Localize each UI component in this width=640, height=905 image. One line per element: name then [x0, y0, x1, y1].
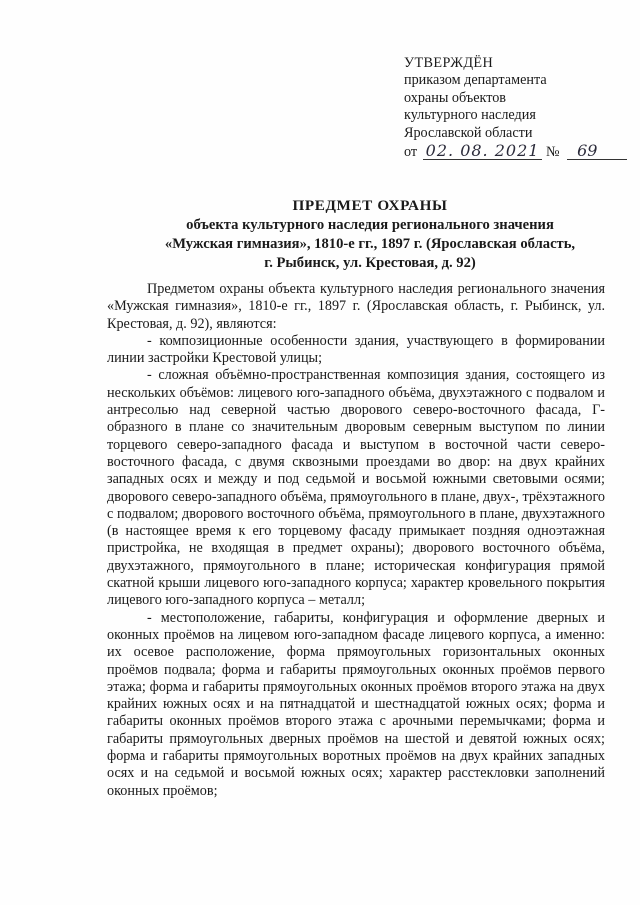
- document-title-block: [100, 196, 640, 273]
- approval-line-2: охраны объектов: [404, 89, 506, 106]
- approval-line-3: культурного наследия: [404, 107, 536, 124]
- approval-stamp-block: [404, 55, 624, 161]
- approval-line-4: Ярославской области: [404, 124, 533, 141]
- approval-line-1: приказом департамента: [404, 72, 547, 89]
- document-subtitle-line-3: г. Рыбинск, ул. Крестовая, д. 92): [264, 255, 476, 271]
- list-item-openings: - местоположение, габариты, конфигурация и оформление дверных и оконных проёмов на лицевом юго-западном фасаде лицевого корпуса, а именно: их осевое расположение, форма прямоугольных горизонтальных оконных проёмов подвала; форма и габариты прямоугольных оконных проёмов первого этажа; форма и габариты прямоугольных оконных проёмов второго этажа на двух крайних южных осях и на пятнадцатой и шестнадцатой южных осях; форма и габариты оконных проёмов второго этажа с арочными перемычками; форма и габариты прямоугольных дверных проёмов на шестой и девятой южных осях; форма и габариты прямоугольных воротных проёмов на двух крайних западных осях и на седьмой и восьмой южных осях; характер расстекловки заполнений оконных проёмов;: [107, 609, 605, 799]
- approval-date-number-line: [404, 142, 624, 161]
- document-subtitle-line-2: «Мужская гимназия», 1810-е гг., 1897 г. (Ярославская область,: [164, 236, 576, 252]
- approval-number-label: №: [545, 144, 560, 161]
- approval-heading: УТВЕРЖДЁН: [404, 55, 494, 71]
- document-title: ПРЕДМЕТ ОХРАНЫ: [292, 197, 448, 214]
- document-subtitle-line-1: объекта культурного наследия регионального значения: [186, 217, 554, 233]
- intro-paragraph: Предметом охраны объекта культурного наследия регионального значения «Мужская гимназия», 1810-е гг., 1897 г. (Ярославская область, г. Рыбинск, ул. Крестовая, д. 92), являются:: [107, 281, 605, 332]
- list-item-composition: - композиционные особенности здания, участвующего в формировании линии застройки Крестовой улицы;: [107, 332, 605, 367]
- document-body: [107, 281, 605, 800]
- approval-date-handwritten: 02. 08. 2021: [423, 142, 543, 160]
- approval-number-handwritten: 69: [567, 142, 627, 160]
- approval-from-label: от: [404, 144, 418, 161]
- list-item-volume-composition: - сложная объёмно-пространственная композиция здания, состоящего из нескольких объёмов: лицевого юго-западного объёма, двухэтажного с подвалом и антресолью над северной частью дворового северо-восточного фасада, Г-образного в плане со значительным дворовым северным выступом по линии торцевого северо-западного фасада и выступом в восточной части северо-восточного фасада, с двумя сквозными проездами во двор: на двух крайних западных осях и между и под седьмой и восьмой южными световыми осями; дворового северо-западного объёма, прямоугольного в плане, двух-, трёхэтажного с подвалом; дворового восточного объёма, прямоугольного в плане, двухэтажного (в настоящее время к его торцевому фасаду примыкает поздняя одноэтажная пристройка, не входящая в предмет охраны); дворового восточного объёма, двухэтажного, прямоугольного в плане; историческая конфигурация прямой скатной крыши лицевого юго-западного корпуса; характер кровельного покрытия лицевого юго-западного корпуса – металл;: [107, 367, 605, 609]
